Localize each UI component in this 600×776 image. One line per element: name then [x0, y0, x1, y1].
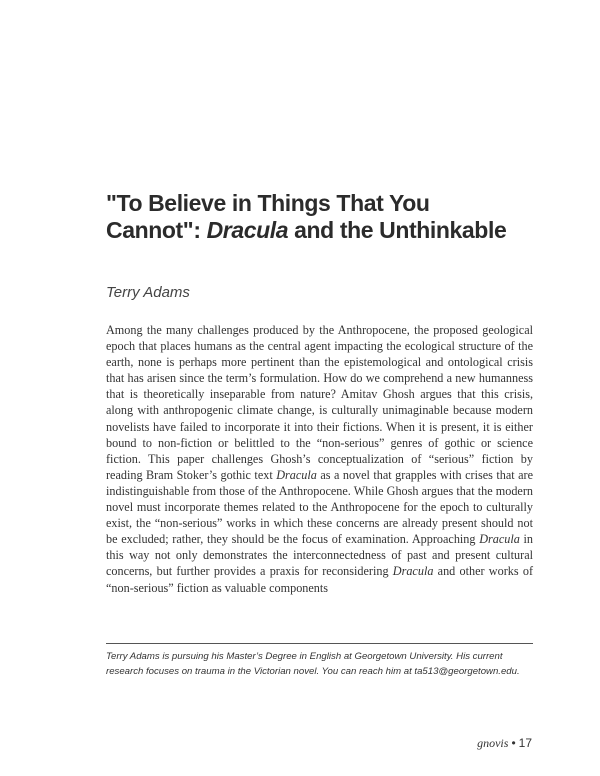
article-title	[106, 190, 526, 244]
abstract-text-3: in this way not only demonstrates the interconnectedness of past and present cultural concerns, but further provides a praxis for reconsidering	[106, 532, 533, 579]
abstract-italic-3: Dracula	[392, 564, 434, 579]
footnote-divider	[106, 643, 533, 644]
page-footer	[477, 736, 532, 751]
abstract-text-4: and other works of “non-serious” fiction as valuable components	[106, 564, 533, 595]
journal-name: gnovis	[477, 736, 509, 750]
author-name: Terry Adams	[106, 284, 190, 301]
footer-bullet: •	[511, 736, 516, 750]
abstract-text-2: as a novel that grapples with crises that are indistinguishable from those of the Anthropocene. While Ghosh argues that the modern novel must incorporate themes related to the Anthropocene for the epoch to culturally exist, the “non-serious” works in which these concerns are already present should not be excluded; rather, they should be the focus of examination. Approaching	[106, 467, 533, 547]
abstract-italic-2: Dracula	[479, 532, 520, 547]
author-footnote: Terry Adams is pursuing his Master’s Degree in English at Georgetown University. His current research focuses on trauma in the Victorian novel. You can reach him at ta513@georgetown.edu.	[106, 651, 520, 677]
title-italic-dracula: Dracula	[206, 217, 289, 243]
abstract-text-1: Among the many challenges produced by the Anthropocene, the proposed geological epoch that places humans as the central agent impacting the ecological structure of the earth, none is perhaps more pertinent than the epistemological and ontological crisis that has arisen since the term’s formulation. How do we comprehend a new humanness that is theoretically inseparable from nature? Amitav Ghosh argues that this crisis, along with anthropogenic climate change, is culturally unimaginable because modern novelists have failed to incorporate it into their fictions. When it is present, it is either bound to non-fiction or belittled to the “non-serious” genres of gothic or science fiction. This paper challenges Ghosh’s conceptualization of “serious” fiction by reading Bram Stoker’s gothic text	[106, 323, 533, 482]
page-number: 17	[518, 736, 532, 750]
title-text: "To Believe in Things That You Cannot":	[106, 190, 430, 243]
title-text-end: and the Unthinkable	[288, 217, 507, 243]
abstract-paragraph	[106, 322, 533, 596]
abstract-italic-1: Dracula	[276, 467, 317, 482]
